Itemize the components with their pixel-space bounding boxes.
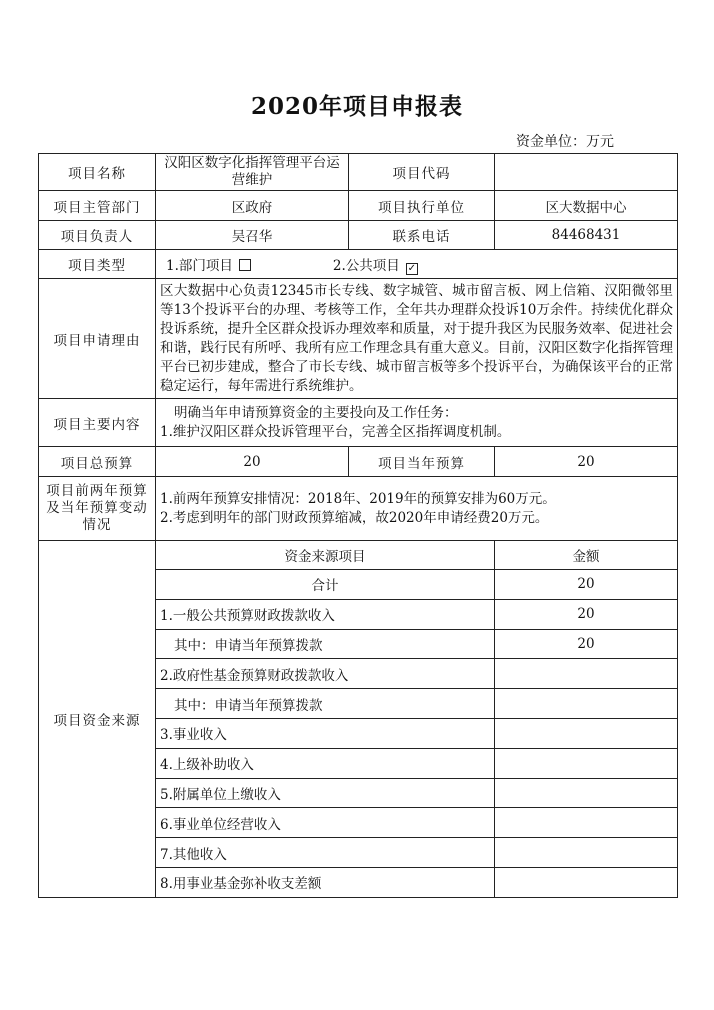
exec-unit-label: 项目执行单位 xyxy=(349,191,495,221)
type-label: 项目类型 xyxy=(39,250,156,279)
source-amount: 20 xyxy=(495,599,678,629)
project-code-label: 项目代码 xyxy=(349,154,495,191)
currency-unit: 资金单位：万元 xyxy=(516,134,614,150)
budget-change-line-1: 1.前两年预算安排情况：2018年、2019年的预算安排为60万元。 xyxy=(160,490,556,507)
source-item: 其中：申请当年预算拨款 xyxy=(156,689,495,719)
source-item: 合计 xyxy=(156,570,495,600)
budget-change-line-2: 2.考虑到明年的部门财政预算缩减，故2020年申请经费20万元。 xyxy=(160,509,549,526)
project-name-label: 项目名称 xyxy=(39,154,156,191)
owner-label: 项目负责人 xyxy=(39,221,156,250)
source-amount: 20 xyxy=(495,570,678,600)
owner-value: 吴召华 xyxy=(156,221,349,250)
content-line-2: 1.维护汉阳区群众投诉管理平台，完善全区指挥调度机制。 xyxy=(160,423,511,440)
phone-value: 84468431 xyxy=(495,221,678,250)
source-header-item: 资金来源项目 xyxy=(156,541,495,570)
type-option-public: 2.公共项目 xyxy=(332,258,400,274)
year-budget-label: 项目当年预算 xyxy=(349,447,495,477)
form-title: 2020年项目申报表 xyxy=(250,93,463,120)
source-amount xyxy=(495,659,678,689)
type-options xyxy=(156,250,678,279)
reason-label: 项目申请理由 xyxy=(39,279,156,399)
exec-unit-value: 区大数据中心 xyxy=(495,191,678,221)
source-item: 7.其他收入 xyxy=(156,838,495,868)
source-item: 5.附属单位上缴收入 xyxy=(156,778,495,808)
source-item: 3.事业收入 xyxy=(156,718,495,748)
dept-label: 项目主管部门 xyxy=(39,191,156,221)
content-label: 项目主要内容 xyxy=(39,399,156,447)
content-line-1: 明确当年申请预算资金的主要投向及工作任务： xyxy=(174,404,458,421)
source-item: 8.用事业基金弥补收支差额 xyxy=(156,867,495,897)
fund-source-label: 项目资金来源 xyxy=(39,541,156,898)
source-item: 1.一般公共预算财政拨款收入 xyxy=(156,599,495,629)
source-amount xyxy=(495,748,678,778)
total-budget-value: 20 xyxy=(156,447,349,477)
source-amount xyxy=(495,838,678,868)
budget-change-value xyxy=(156,477,678,541)
source-amount xyxy=(495,718,678,748)
source-amount xyxy=(495,808,678,838)
source-header-amount: 金额 xyxy=(495,541,678,570)
checkbox-dept[interactable] xyxy=(239,259,251,271)
year-budget-value: 20 xyxy=(495,447,678,477)
dept-value: 区政府 xyxy=(156,191,349,221)
source-item: 4.上级补助收入 xyxy=(156,748,495,778)
project-code-value xyxy=(495,154,678,191)
project-application-table xyxy=(38,153,678,898)
reason-value: 区大数据中心负责12345市长专线、数字城管、城市留言板、网上信箱、汉阳微邻里等13个投诉平台的办理、考核等工作，全年共办理群众投诉10万余件。持续优化群众投诉系统，提升全区群众投诉办理效率和质量，对于提升我区为民服务效率、促进社会和谐，践行民有所呼、我所有应工作理念具有重大意义。目前，汉阳区数字化指挥管理平台已初步建成，整合了市长专线、城市留言板等多个投诉平台，为确保该平台的正常稳定运行，每年需进行系统维护。 xyxy=(156,279,678,399)
phone-label: 联系电话 xyxy=(349,221,495,250)
source-item: 其中：申请当年预算拨款 xyxy=(156,629,495,659)
total-budget-label: 项目总预算 xyxy=(39,447,156,477)
source-amount xyxy=(495,689,678,719)
content-value xyxy=(156,399,678,447)
source-amount: 20 xyxy=(495,629,678,659)
project-name-value: 汉阳区数字化指挥管理平台运营维护 xyxy=(156,154,349,191)
source-item: 2.政府性基金预算财政拨款收入 xyxy=(156,659,495,689)
checkbox-public[interactable]: ✓ xyxy=(407,263,416,274)
source-amount xyxy=(495,867,678,897)
source-amount xyxy=(495,778,678,808)
budget-change-label: 项目前两年预算及当年预算变动情况 xyxy=(39,477,156,541)
type-option-dept: 1.部门项目 xyxy=(166,258,233,274)
source-item: 6.事业单位经营收入 xyxy=(156,808,495,838)
